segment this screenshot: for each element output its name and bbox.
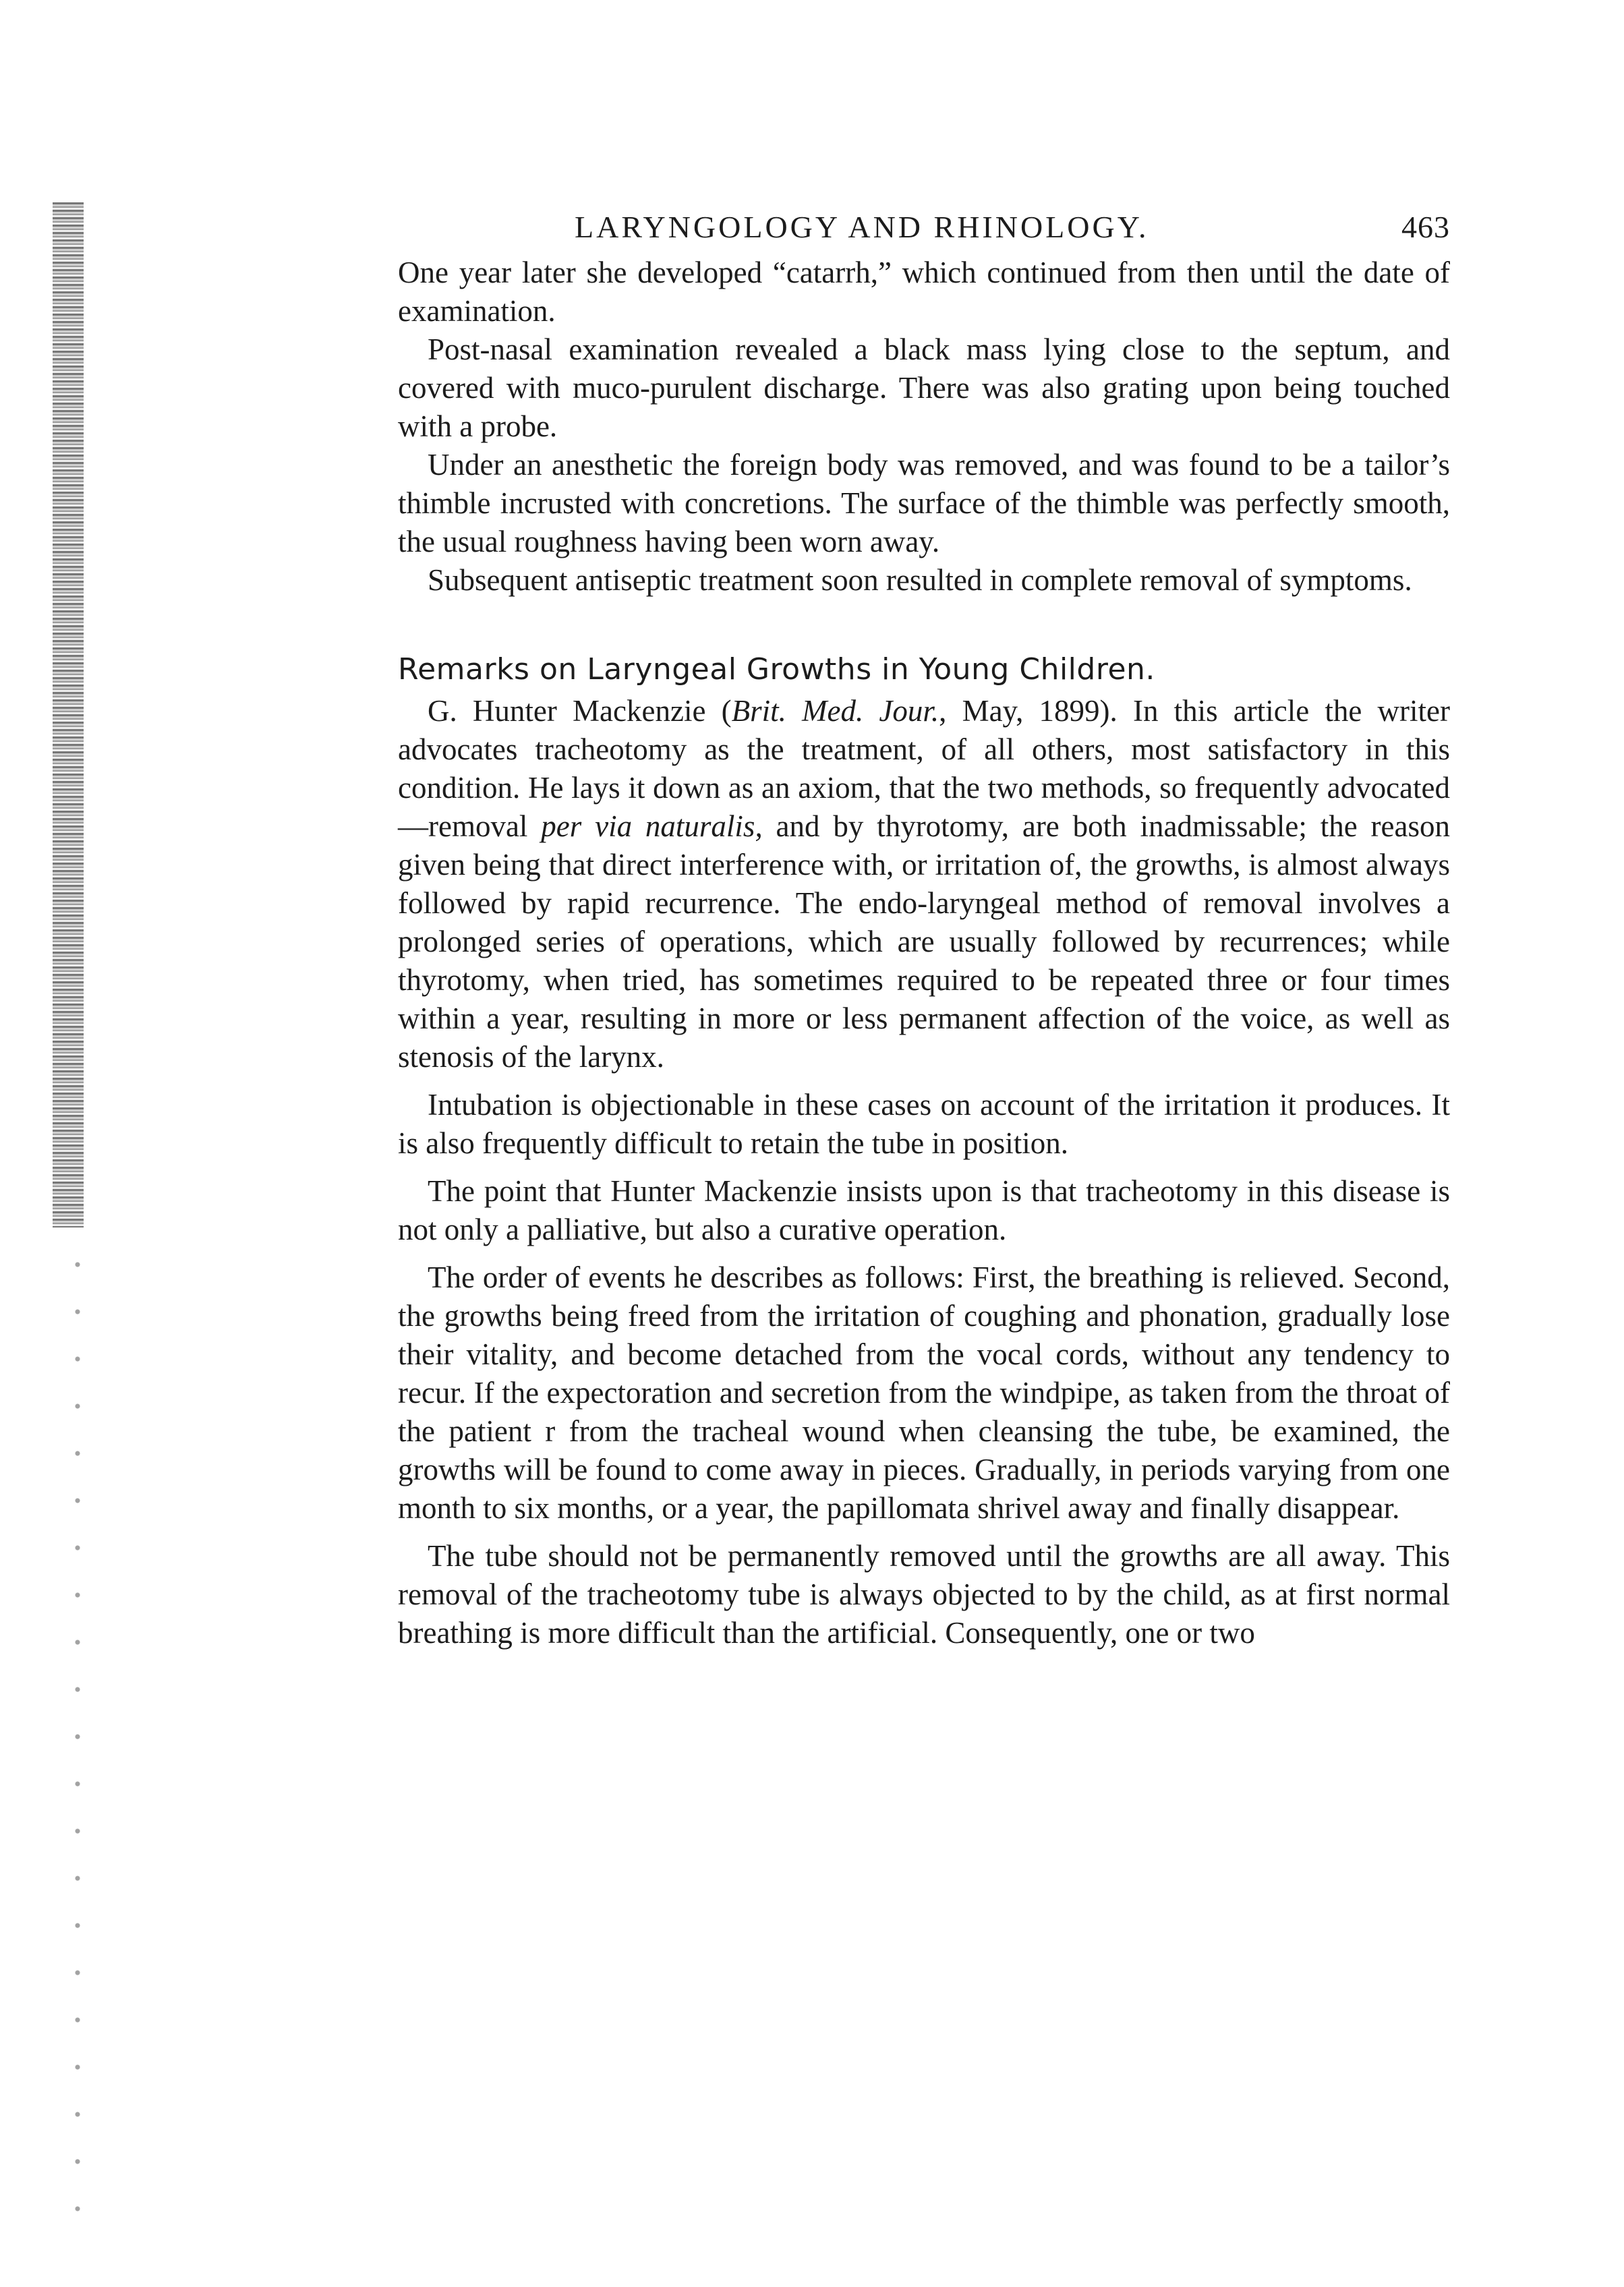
scan-margin-specks [67,1241,88,2253]
citation-date: , May, 1899). [939,694,1118,728]
case-paragraph: Under an anesthetic the foreign body was removed, and was found to be a tailor’s thimble incrusted with concretions. The surface of the thimble was perfectly smooth, the usual roughness having been worn away. [398,448,1450,558]
citation-paragraph [398,692,1450,1076]
citation-journal: Brit. Med. Jour. [731,694,939,728]
book-page [398,196,1450,1652]
running-head [398,196,1450,250]
body-paragraph: The point that Hunter Mackenzie insists upon is that tracheotomy in this disease is not only a palliative, but also a curative operation. [398,1174,1450,1246]
body-paragraph: The order of events he describes as follows: First, the breathing is relieved. Second, the growths being freed from the irritation of coughing and phonation, gradually lose their vitality, and become detached from the vocal cords, without any tendency to recur. If the expectoration and secretion from the windpipe, as taken from the throat of the patient r from the tracheal wound when cleansing the tube, be examined, the growths will be found to come away in pieces. Gradually, in periods varying from one month to six months, or a year, the papillomata shrivel away and finally disappear. [398,1261,1450,1525]
body-paragraph: The tube should not be permanently removed until the growths are all away. This removal of the tracheotomy tube is always objected to by the child, as at first normal breathing is more difficult than the artificial. Consequently, one or two [398,1539,1450,1650]
body-paragraph: Intubation is objectionable in these cases on account of the irritation it produces. It is also frequently difficult to retain the tube in position. [398,1088,1450,1160]
citation-body: In this article the writer advocates tracheotomy as the treatment, of all others, most satisfactory in this condition. He lays it down as an axiom, that the two methods, so frequently advocated—removal [398,694,1450,843]
section-heading: Remarks on Laryngeal Growths in Young Children. [398,652,1155,687]
scan-binding-edge [53,202,84,1227]
citation-author: G. Hunter Mackenzie ( [428,694,732,728]
case-paragraph: Post-nasal examination revealed a black mass lying close to the septum, and covered with muco-purulent discharge. There was also grating upon being touched with a probe. [398,332,1450,443]
latin-phrase: per via naturalis, [541,809,763,843]
running-head-title: LARYNGOLOGY AND RHINOLOGY. [575,210,1149,244]
case-paragraph: One year later she developed “catarrh,” which continued from then until the date of examination. [398,256,1450,328]
page-number: 463 [1401,210,1450,244]
citation-body-continued: and by thyrotomy, are both inadmissable; the reason given being that direct interference with, or irritation of, the growths, is almost always followed by rapid recurrence. The endo-laryngeal method of removal involves a prolonged series of operations, which are usually followed by recurrences; while thyrotomy, when tried, has sometimes required to be repeated three or four times within a year, resulting in more or less permanent affection of the voice, as well as stenosis of the larynx. [398,809,1450,1074]
case-paragraph: Subsequent antiseptic treatment soon resulted in complete removal of symptoms. [428,563,1412,597]
